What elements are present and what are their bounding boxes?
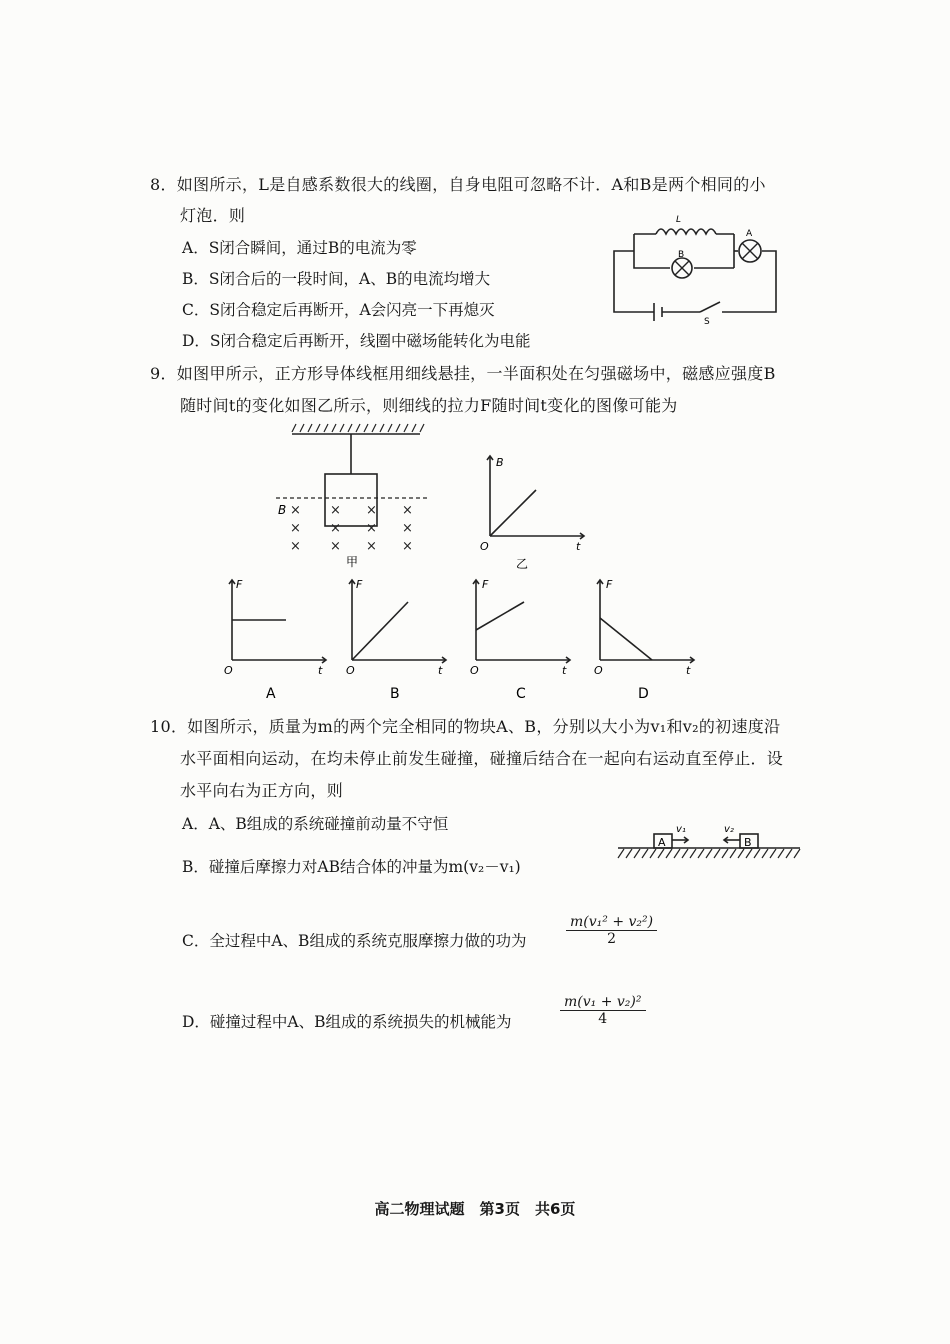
b-t-line xyxy=(490,490,536,536)
graph-d-caption: D xyxy=(638,686,649,702)
q9-figure-jia xyxy=(270,420,440,570)
q10-option-a: A．A、B组成的系统碰撞前动量不守恒 xyxy=(182,815,449,833)
graph-b-origin: O xyxy=(346,664,355,677)
q10-option-c-fraction xyxy=(566,914,657,947)
yi-x-label: t xyxy=(576,540,581,553)
q9-graph-d xyxy=(586,570,706,704)
option-c-numerator: m(v₁² + v₂²) xyxy=(566,914,657,931)
graph-a-y-label: F xyxy=(236,578,243,591)
magnetic-field-crosses xyxy=(290,503,413,554)
q8-option-b: B．S闭合后的一段时间，A、B的电流均增大 xyxy=(182,270,491,288)
v2-label: v₂ xyxy=(724,824,734,835)
q8-option-c: C．S闭合稳定后再断开，A会闪亮一下再熄灭 xyxy=(182,301,495,319)
q8-option-d: D．S闭合稳定后再断开，线圈中磁场能转化为电能 xyxy=(182,332,531,350)
bulb-b-icon xyxy=(672,258,692,278)
graph-d-y-label: F xyxy=(606,578,613,591)
graph-d-origin: O xyxy=(594,664,603,677)
label-s: S xyxy=(704,317,710,326)
q9-stem-line1: 9．如图甲所示，正方形导体线框用细线悬挂，一半面积处在匀强磁场中，磁感应强度B xyxy=(150,364,776,383)
svg-text:×: × xyxy=(366,503,377,518)
block-a-label: A xyxy=(658,836,666,849)
q10-stem-line1: 10．如图所示，质量为m的两个完全相同的物块A、B，分别以大小为v₁和v₂的初速度沿 xyxy=(150,717,781,736)
graph-b-curve xyxy=(352,602,408,660)
graph-c-origin: O xyxy=(470,664,479,677)
svg-text:×: × xyxy=(402,521,413,536)
page-footer: 高二物理试题 第3页 共6页 xyxy=(374,1200,576,1218)
option-d-denominator: 4 xyxy=(598,1011,608,1027)
label-a: A xyxy=(746,229,753,239)
q10-stem-line3: 水平向右为正方向，则 xyxy=(180,781,344,800)
field-label-b: B xyxy=(278,503,287,517)
q10-stem-line2: 水平面相向运动，在均未停止前发生碰撞，碰撞后结合在一起向右运动直至停止．设 xyxy=(180,749,784,768)
svg-text:×: × xyxy=(290,503,301,518)
graph-b-caption: B xyxy=(390,686,400,702)
q8-stem-line1: 8．如图所示，L是自感系数很大的线圈，自身电阻可忽略不计．A和B是两个相同的小 xyxy=(150,175,766,194)
q9-graph-a xyxy=(218,570,338,704)
q10-option-b: B．碰撞后摩擦力对AB结合体的冲量为m(v₂－v₁) xyxy=(182,858,521,876)
bulb-a-icon xyxy=(739,240,761,262)
svg-text:×: × xyxy=(290,539,301,554)
q10-blocks-diagram xyxy=(614,818,804,864)
v1-label: v₁ xyxy=(676,824,686,835)
graph-a-caption: A xyxy=(266,686,276,702)
graph-d-x-label: t xyxy=(686,664,691,677)
q8-stem-line2: 灯泡．则 xyxy=(180,206,246,225)
caption-yi: 乙 xyxy=(516,557,529,571)
option-d-numerator: m(v₁ + v₂)² xyxy=(560,994,646,1011)
svg-text:×: × xyxy=(402,503,413,518)
q10-option-d-fraction xyxy=(560,994,646,1027)
graph-a-origin: O xyxy=(224,664,233,677)
svg-text:×: × xyxy=(330,539,341,554)
graph-b-x-label: t xyxy=(438,664,443,677)
label-l: L xyxy=(676,215,682,225)
q10-option-c: C．全过程中A、B组成的系统克服摩擦力做的功为 xyxy=(182,932,527,950)
q9-graph-b xyxy=(338,570,458,704)
svg-text:×: × xyxy=(366,539,377,554)
graph-b-y-label: F xyxy=(356,578,363,591)
option-c-denominator: 2 xyxy=(607,931,617,947)
graph-d-curve xyxy=(600,618,652,660)
q9-figure-yi xyxy=(476,448,596,572)
label-b: B xyxy=(678,250,685,260)
graph-a-x-label: t xyxy=(318,664,323,677)
svg-text:×: × xyxy=(330,503,341,518)
block-b-label: B xyxy=(744,836,752,849)
svg-text:×: × xyxy=(402,539,413,554)
q8-circuit-diagram xyxy=(600,206,790,326)
q10-option-d: D．碰撞过程中A、B组成的系统损失的机械能为 xyxy=(182,1013,512,1031)
graph-c-y-label: F xyxy=(482,578,489,591)
graph-c-caption: C xyxy=(516,686,526,702)
q9-graph-c xyxy=(462,570,582,704)
svg-text:×: × xyxy=(290,521,301,536)
graph-c-curve xyxy=(476,602,524,630)
svg-text:×: × xyxy=(330,521,341,536)
q9-stem-line2: 随时间t的变化如图乙所示，则细线的拉力F随时间t变化的图像可能为 xyxy=(180,396,678,415)
q8-option-a: A．S闭合瞬间，通过B的电流为零 xyxy=(182,239,417,257)
caption-jia: 甲 xyxy=(346,555,359,569)
graph-c-x-label: t xyxy=(562,664,567,677)
yi-origin: O xyxy=(480,540,489,553)
yi-y-label: B xyxy=(496,456,504,469)
svg-text:×: × xyxy=(366,521,377,536)
